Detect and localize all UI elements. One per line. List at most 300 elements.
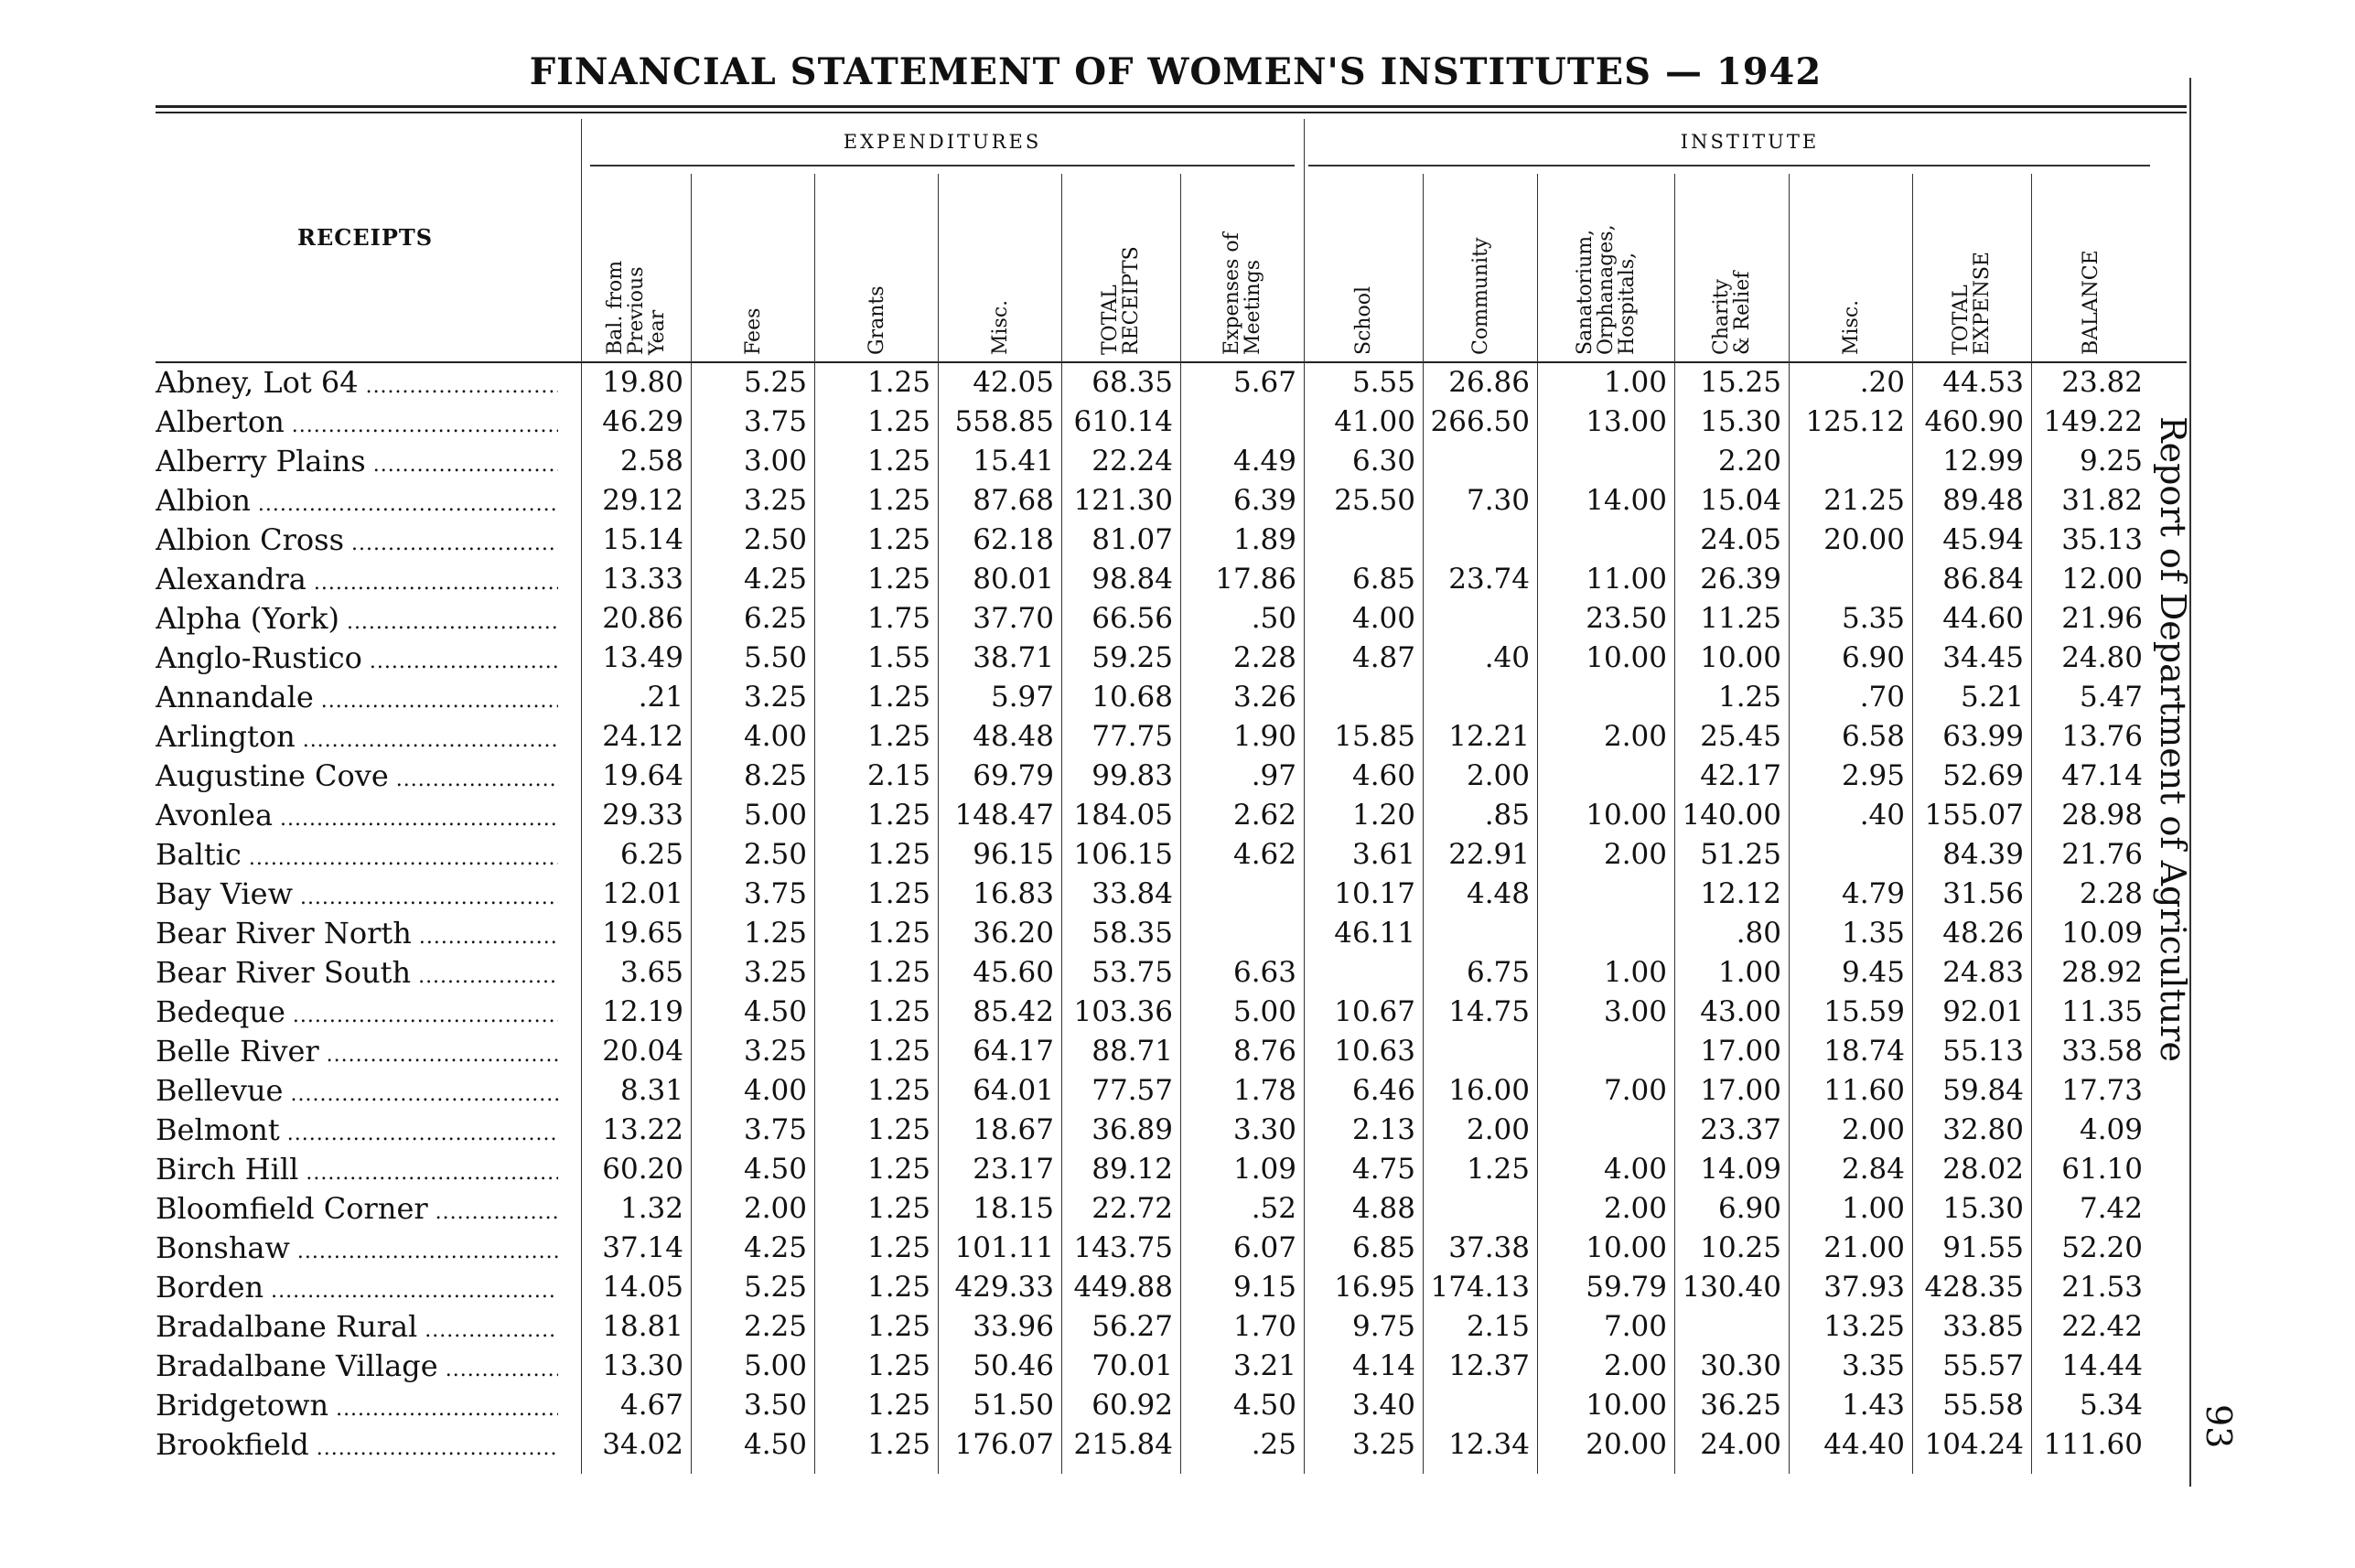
table-cell bbox=[1423, 1386, 1530, 1425]
table-cell: 1.25 bbox=[866, 720, 930, 753]
table-cell: 46.11 bbox=[1334, 917, 1415, 950]
table-cell: 16.95 bbox=[1334, 1271, 1415, 1304]
table-cell: 15.85 bbox=[1334, 720, 1415, 753]
table-cell: .52 bbox=[1251, 1192, 1296, 1225]
table-cell: .25 bbox=[1251, 1428, 1296, 1461]
table-cell: 5.21 bbox=[1960, 681, 2024, 714]
table-cell: 1.25 bbox=[866, 1389, 930, 1422]
table-cell: 80.01 bbox=[973, 563, 1054, 596]
table-cell: 70.01 bbox=[1091, 1349, 1173, 1382]
table-cell: 26.39 bbox=[1700, 563, 1781, 596]
table-cell: .70 bbox=[1859, 681, 1905, 714]
table-cell: 41.00 bbox=[1334, 405, 1415, 438]
table-cell: 45.94 bbox=[1942, 523, 2024, 556]
table-cell: 25.45 bbox=[1700, 720, 1781, 753]
table-cell: 14.44 bbox=[2061, 1349, 2143, 1382]
table-cell: 13.33 bbox=[602, 563, 683, 596]
table-cell: 4.25 bbox=[743, 563, 807, 596]
table-cell: 5.97 bbox=[990, 681, 1054, 714]
table-cell: 66.56 bbox=[1091, 602, 1173, 635]
table-cell: 1.43 bbox=[1841, 1389, 1905, 1422]
table-cell: 1.78 bbox=[1232, 1074, 1296, 1107]
table-cell: 15.41 bbox=[973, 445, 1054, 478]
table-cell: 1.00 bbox=[1841, 1192, 1905, 1225]
table-cell: 1.25 bbox=[866, 838, 930, 871]
table-cell: 15.14 bbox=[602, 523, 683, 556]
row-name: Alpha (York) ..... bbox=[156, 599, 558, 639]
table-cell bbox=[1537, 678, 1667, 717]
table-cell: 12.37 bbox=[1448, 1349, 1530, 1382]
table-cell bbox=[1537, 757, 1667, 796]
table-cell: 23.17 bbox=[973, 1153, 1054, 1186]
table-cell: 12.01 bbox=[602, 877, 683, 910]
table-cell: 1.25 bbox=[866, 523, 930, 556]
table-cell: 55.57 bbox=[1942, 1349, 2024, 1382]
table-cell: 2.28 bbox=[2079, 877, 2143, 910]
table-cell: 2.84 bbox=[1841, 1153, 1905, 1186]
table-cell: 13.00 bbox=[1586, 405, 1667, 438]
table-cell: 143.75 bbox=[1073, 1231, 1173, 1264]
table-cell: 11.00 bbox=[1586, 563, 1667, 596]
table-cell: 6.46 bbox=[1351, 1074, 1415, 1107]
table-cell: 21.96 bbox=[2061, 602, 2143, 635]
table-cell: 17.00 bbox=[1700, 1074, 1781, 1107]
table-cell: 140.00 bbox=[1682, 799, 1781, 832]
table-cell bbox=[1423, 1032, 1530, 1071]
table-cell: 4.62 bbox=[1232, 838, 1296, 871]
table-cell: 4.50 bbox=[743, 1428, 807, 1461]
table-cell: 5.47 bbox=[2079, 681, 2143, 714]
page-title: FINANCIAL STATEMENT OF WOMEN'S INSTITUTES — 1942 bbox=[529, 50, 1823, 93]
row-name: Bear River South ..... bbox=[156, 953, 558, 993]
table-cell bbox=[1423, 521, 1530, 560]
table-cell: 18.74 bbox=[1823, 1035, 1905, 1068]
table-cell: 5.25 bbox=[743, 1271, 807, 1304]
table-cell: 3.25 bbox=[743, 1035, 807, 1068]
table-cell bbox=[1180, 914, 1296, 953]
table-cell: 4.79 bbox=[1841, 877, 1905, 910]
table-cell: .50 bbox=[1251, 602, 1296, 635]
table-cell: 98.84 bbox=[1091, 563, 1173, 596]
table-cell bbox=[1537, 521, 1667, 560]
table-cell: 30.30 bbox=[1700, 1349, 1781, 1382]
table-cell: 1.00 bbox=[1603, 366, 1667, 399]
row-name: Alberton ..... bbox=[156, 403, 558, 442]
table-cell: 8.76 bbox=[1232, 1035, 1296, 1068]
table-cell: 24.80 bbox=[2061, 641, 2143, 674]
row-name: Birch Hill ..... bbox=[156, 1150, 558, 1189]
side-running-title: Report of Department of Agriculture bbox=[2153, 416, 2193, 1062]
table-cell: 37.14 bbox=[602, 1231, 683, 1264]
table-cell bbox=[1180, 403, 1296, 442]
table-cell: 10.00 bbox=[1586, 1231, 1667, 1264]
table-cell: 19.65 bbox=[602, 917, 683, 950]
table-cell: 17.73 bbox=[2061, 1074, 2143, 1107]
table-cell: 50.46 bbox=[973, 1349, 1054, 1382]
table-cell: 1.25 bbox=[866, 1349, 930, 1382]
table-cell: 174.13 bbox=[1430, 1271, 1530, 1304]
table-cell: 22.72 bbox=[1091, 1192, 1173, 1225]
table-cell: 6.90 bbox=[1717, 1192, 1781, 1225]
table-cell: 15.25 bbox=[1700, 366, 1781, 399]
table-cell: 2.15 bbox=[1466, 1310, 1530, 1343]
table-cell: 1.25 bbox=[866, 484, 930, 517]
table-cell: 12.12 bbox=[1700, 877, 1781, 910]
table-cell: 1.25 bbox=[866, 1271, 930, 1304]
table-cell: 37.93 bbox=[1823, 1271, 1905, 1304]
table-cell: 59.79 bbox=[1586, 1271, 1667, 1304]
table-cell: 20.00 bbox=[1823, 523, 1905, 556]
table-cell: 176.07 bbox=[954, 1428, 1054, 1461]
table-cell: 99.83 bbox=[1091, 759, 1173, 792]
table-cell: 92.01 bbox=[1942, 995, 2024, 1028]
table-cell: 16.00 bbox=[1448, 1074, 1530, 1107]
table-cell: 6.25 bbox=[743, 602, 807, 635]
table-cell: 1.25 bbox=[1466, 1153, 1530, 1186]
table-cell: 89.48 bbox=[1942, 484, 2024, 517]
table-cell: 60.92 bbox=[1091, 1389, 1173, 1422]
table-cell: 64.01 bbox=[973, 1074, 1054, 1107]
top-rule bbox=[156, 105, 2187, 108]
table-cell: 2.00 bbox=[1466, 1113, 1530, 1146]
table-cell: 11.25 bbox=[1700, 602, 1781, 635]
table-cell: 3.65 bbox=[619, 956, 683, 989]
table-cell: 3.75 bbox=[743, 877, 807, 910]
table-cell: 86.84 bbox=[1942, 563, 2024, 596]
table-cell: 1.25 bbox=[866, 917, 930, 950]
table-cell: 37.38 bbox=[1448, 1231, 1530, 1264]
table-cell bbox=[1537, 1032, 1667, 1071]
table-cell: 1.25 bbox=[866, 1153, 930, 1186]
page-number: 93 bbox=[2199, 1404, 2239, 1449]
table-cell: 59.25 bbox=[1091, 641, 1173, 674]
table-cell: 37.70 bbox=[973, 602, 1054, 635]
table-cell: 10.00 bbox=[1586, 799, 1667, 832]
table-cell: 4.14 bbox=[1351, 1349, 1415, 1382]
table-cell: 2.62 bbox=[1232, 799, 1296, 832]
table-cell: 96.15 bbox=[973, 838, 1054, 871]
table-cell: 53.75 bbox=[1091, 956, 1173, 989]
table-cell: .97 bbox=[1251, 759, 1296, 792]
group-institute: INSTITUTE bbox=[1680, 131, 1820, 153]
table-cell: 7.42 bbox=[2079, 1192, 2143, 1225]
table-cell: 20.04 bbox=[602, 1035, 683, 1068]
table-cell: 7.00 bbox=[1603, 1310, 1667, 1343]
table-cell: 44.60 bbox=[1942, 602, 2024, 635]
row-name: Albion ..... bbox=[156, 481, 558, 521]
table-cell: 2.50 bbox=[743, 838, 807, 871]
table-cell: 21.00 bbox=[1823, 1231, 1905, 1264]
table-cell: 184.05 bbox=[1073, 799, 1173, 832]
table-cell: 1.00 bbox=[1717, 956, 1781, 989]
table-cell: 12.21 bbox=[1448, 720, 1530, 753]
table-cell: 1.25 bbox=[866, 1310, 930, 1343]
table-cell: 3.35 bbox=[1841, 1349, 1905, 1382]
table-cell: 10.00 bbox=[1700, 641, 1781, 674]
table-cell: 85.42 bbox=[973, 995, 1054, 1028]
table-cell: 19.64 bbox=[602, 759, 683, 792]
table-cell: 14.05 bbox=[602, 1271, 683, 1304]
table-cell: 33.85 bbox=[1942, 1310, 2024, 1343]
table-cell: 33.58 bbox=[2061, 1035, 2143, 1068]
table-cell: 33.96 bbox=[973, 1310, 1054, 1343]
table-cell: 91.55 bbox=[1942, 1231, 2024, 1264]
table-cell bbox=[1304, 521, 1415, 560]
table-cell: 59.84 bbox=[1942, 1074, 2024, 1107]
table-cell: 10.00 bbox=[1586, 1389, 1667, 1422]
table-cell: 2.00 bbox=[1603, 838, 1667, 871]
table-cell: 32.80 bbox=[1942, 1113, 2024, 1146]
table-cell bbox=[1423, 914, 1530, 953]
table-cell: 3.61 bbox=[1351, 838, 1415, 871]
table-cell: 3.00 bbox=[1603, 995, 1667, 1028]
row-name: Bonshaw ..... bbox=[156, 1229, 558, 1268]
table-cell: 13.76 bbox=[2061, 720, 2143, 753]
table-cell: 1.25 bbox=[866, 1428, 930, 1461]
table-cell: 1.75 bbox=[866, 602, 930, 635]
table-cell: 4.50 bbox=[743, 1153, 807, 1186]
table-cell: 12.34 bbox=[1448, 1428, 1530, 1461]
table-cell: 2.00 bbox=[1603, 1192, 1667, 1225]
table-cell: 31.56 bbox=[1942, 877, 2024, 910]
table-cell bbox=[1180, 875, 1296, 914]
table-cell: 35.13 bbox=[2061, 523, 2143, 556]
table-cell: 3.25 bbox=[743, 681, 807, 714]
table-cell: 81.07 bbox=[1091, 523, 1173, 556]
table-cell: 38.71 bbox=[973, 641, 1054, 674]
table-cell bbox=[1423, 442, 1530, 481]
table-cell: 111.60 bbox=[2043, 1428, 2143, 1461]
table-cell: 5.35 bbox=[1841, 602, 1905, 635]
table-cell: 36.89 bbox=[1091, 1113, 1173, 1146]
table-cell: 558.85 bbox=[954, 405, 1054, 438]
table-cell: 215.84 bbox=[1073, 1428, 1173, 1461]
table-cell: 69.79 bbox=[973, 759, 1054, 792]
table-cell: 88.71 bbox=[1091, 1035, 1173, 1068]
column-header: Community bbox=[1468, 237, 1491, 355]
table-cell: 6.85 bbox=[1351, 1231, 1415, 1264]
row-name: Anglo-Rustico ..... bbox=[156, 639, 558, 678]
column-header: Fees bbox=[741, 307, 764, 355]
table-cell: 4.75 bbox=[1351, 1153, 1415, 1186]
table-cell: 10.00 bbox=[1586, 641, 1667, 674]
table-cell: 19.80 bbox=[602, 366, 683, 399]
group-expenditures: EXPENDITURES bbox=[843, 131, 1042, 153]
table-cell: 4.67 bbox=[619, 1389, 683, 1422]
table-cell: 16.83 bbox=[973, 877, 1054, 910]
row-name: Bear River North ..... bbox=[156, 914, 558, 953]
table-cell: 25.50 bbox=[1334, 484, 1415, 517]
table-cell: .40 bbox=[1859, 799, 1905, 832]
table-cell: 24.00 bbox=[1700, 1428, 1781, 1461]
table-cell: 61.10 bbox=[2061, 1153, 2143, 1186]
table-cell: 4.00 bbox=[743, 720, 807, 753]
table-cell: 6.07 bbox=[1232, 1231, 1296, 1264]
table-cell: 12.19 bbox=[602, 995, 683, 1028]
table-cell: 2.13 bbox=[1351, 1113, 1415, 1146]
table-cell: 5.00 bbox=[743, 799, 807, 832]
table-cell: 9.15 bbox=[1232, 1271, 1296, 1304]
table-cell: 89.12 bbox=[1091, 1153, 1173, 1186]
table-cell: 55.58 bbox=[1942, 1389, 2024, 1422]
table-cell: 5.00 bbox=[743, 1349, 807, 1382]
table-cell: 1.25 bbox=[866, 681, 930, 714]
table-cell: 4.49 bbox=[1232, 445, 1296, 478]
table-cell: 34.45 bbox=[1942, 641, 2024, 674]
table-cell bbox=[1537, 875, 1667, 914]
table-cell: 1.25 bbox=[866, 799, 930, 832]
table-cell: 1.09 bbox=[1232, 1153, 1296, 1186]
table-cell: 58.35 bbox=[1091, 917, 1173, 950]
table-cell: 14.75 bbox=[1448, 995, 1530, 1028]
table-cell: 28.02 bbox=[1942, 1153, 2024, 1186]
table-cell: 46.29 bbox=[602, 405, 683, 438]
table-cell: 2.20 bbox=[1717, 445, 1781, 478]
table-cell: 2.28 bbox=[1232, 641, 1296, 674]
table-cell: 9.45 bbox=[1841, 956, 1905, 989]
table-cell: 429.33 bbox=[954, 1271, 1054, 1304]
table-cell: 56.27 bbox=[1091, 1310, 1173, 1343]
table-cell bbox=[1537, 1111, 1667, 1150]
column-header: Misc. bbox=[988, 299, 1011, 355]
table-cell: 3.25 bbox=[1351, 1428, 1415, 1461]
table-cell: 2.00 bbox=[1466, 759, 1530, 792]
table-cell: 13.25 bbox=[1823, 1310, 1905, 1343]
column-header: Expenses of Meetings bbox=[1220, 232, 1264, 355]
table-cell: 13.22 bbox=[602, 1113, 683, 1146]
table-cell: 77.57 bbox=[1091, 1074, 1173, 1107]
table-cell: 51.25 bbox=[1700, 838, 1781, 871]
table-cell: 4.00 bbox=[743, 1074, 807, 1107]
table-cell: 23.74 bbox=[1448, 563, 1530, 596]
table-cell: 36.25 bbox=[1700, 1389, 1781, 1422]
table-cell: 104.24 bbox=[1924, 1428, 2024, 1461]
table-cell: 2.00 bbox=[1841, 1113, 1905, 1146]
table-cell: 3.21 bbox=[1232, 1349, 1296, 1382]
table-cell: 44.40 bbox=[1823, 1428, 1905, 1461]
column-header: Sanatorium, Orphanages, Hospitals, bbox=[1573, 224, 1639, 355]
table-cell: 17.86 bbox=[1215, 563, 1296, 596]
table-cell: 130.40 bbox=[1682, 1271, 1781, 1304]
table-cell: 9.75 bbox=[1351, 1310, 1415, 1343]
table-cell: 428.35 bbox=[1924, 1271, 2024, 1304]
table-cell: 1.25 bbox=[1717, 681, 1781, 714]
table-cell: 125.12 bbox=[1805, 405, 1905, 438]
table-cell: 7.30 bbox=[1466, 484, 1530, 517]
table-cell: 1.25 bbox=[866, 995, 930, 1028]
table-cell bbox=[1789, 835, 1905, 875]
row-name: Borden ..... bbox=[156, 1268, 558, 1307]
row-name: Alexandra ..... bbox=[156, 560, 558, 599]
table-cell bbox=[1423, 1189, 1530, 1229]
table-cell: 6.25 bbox=[619, 838, 683, 871]
table-cell bbox=[1423, 678, 1530, 717]
table-cell: 4.09 bbox=[2079, 1113, 2143, 1146]
table-cell bbox=[1423, 599, 1530, 639]
table-cell: 68.35 bbox=[1091, 366, 1173, 399]
table-cell: 55.13 bbox=[1942, 1035, 2024, 1068]
table-cell: 52.20 bbox=[2061, 1231, 2143, 1264]
table-cell: 11.60 bbox=[1823, 1074, 1905, 1107]
table-cell: 101.11 bbox=[954, 1231, 1054, 1264]
table-cell: 23.37 bbox=[1700, 1113, 1781, 1146]
table-cell: 43.00 bbox=[1700, 995, 1781, 1028]
group-underline-expenditures bbox=[590, 165, 1295, 166]
table-cell: 5.34 bbox=[2079, 1389, 2143, 1422]
row-name: Baltic ..... bbox=[156, 835, 558, 875]
table-cell: 51.50 bbox=[973, 1389, 1054, 1422]
table-cell: 42.05 bbox=[973, 366, 1054, 399]
table-cell: 62.18 bbox=[973, 523, 1054, 556]
row-name: Abney, Lot 64 ..... bbox=[156, 363, 558, 403]
table-cell: 610.14 bbox=[1073, 405, 1173, 438]
table-cell: 10.09 bbox=[2061, 917, 2143, 950]
table-cell: 5.50 bbox=[743, 641, 807, 674]
column-header: TOTAL EXPENSE bbox=[1950, 252, 1994, 355]
row-name: Bellevue ..... bbox=[156, 1071, 558, 1111]
table-cell: 24.83 bbox=[1942, 956, 2024, 989]
table-cell: .21 bbox=[638, 681, 683, 714]
table-cell: 11.35 bbox=[2061, 995, 2143, 1028]
table-cell: 4.50 bbox=[1232, 1389, 1296, 1422]
table-cell: 23.82 bbox=[2061, 366, 2143, 399]
table-cell bbox=[1789, 442, 1905, 481]
table-cell: 28.92 bbox=[2061, 956, 2143, 989]
table-cell: 29.12 bbox=[602, 484, 683, 517]
table-cell: 6.58 bbox=[1841, 720, 1905, 753]
table-cell: 4.00 bbox=[1603, 1153, 1667, 1186]
table-cell: 48.48 bbox=[973, 720, 1054, 753]
table-cell: 2.00 bbox=[1603, 1349, 1667, 1382]
table-cell: 1.25 bbox=[866, 956, 930, 989]
table-cell bbox=[1304, 953, 1415, 993]
table-cell: 5.25 bbox=[743, 366, 807, 399]
row-name: Albion Cross ..... bbox=[156, 521, 558, 560]
table-cell: .80 bbox=[1736, 917, 1781, 950]
table-cell: 9.25 bbox=[2079, 445, 2143, 478]
table-cell: 6.63 bbox=[1232, 956, 1296, 989]
table-cell: 63.99 bbox=[1942, 720, 2024, 753]
table-cell: 4.25 bbox=[743, 1231, 807, 1264]
column-header: Charity & Relief bbox=[1709, 271, 1754, 355]
table-cell: 4.00 bbox=[1351, 602, 1415, 635]
table-cell: 4.48 bbox=[1466, 877, 1530, 910]
row-name: Bradalbane Village ..... bbox=[156, 1347, 558, 1386]
table-cell: 3.00 bbox=[743, 445, 807, 478]
table-cell: 20.00 bbox=[1586, 1428, 1667, 1461]
column-header: TOTAL RECEIPTS bbox=[1099, 246, 1143, 355]
table-cell: 1.25 bbox=[866, 877, 930, 910]
table-cell: 18.15 bbox=[973, 1192, 1054, 1225]
table-cell: 21.25 bbox=[1823, 484, 1905, 517]
table-cell: 17.00 bbox=[1700, 1035, 1781, 1068]
table-cell: 449.88 bbox=[1073, 1271, 1173, 1304]
table-cell: 2.25 bbox=[743, 1310, 807, 1343]
receipts-label: RECEIPTS bbox=[297, 224, 434, 251]
table-cell bbox=[1537, 914, 1667, 953]
table-cell: 22.91 bbox=[1448, 838, 1530, 871]
table-cell: 12.00 bbox=[2061, 563, 2143, 596]
row-name: Alberry Plains ..... bbox=[156, 442, 558, 481]
table-cell: 1.25 bbox=[866, 405, 930, 438]
table-cell: 44.53 bbox=[1942, 366, 2024, 399]
table-cell: 1.00 bbox=[1603, 956, 1667, 989]
row-name: Belmont ..... bbox=[156, 1111, 558, 1150]
column-header: Bal. from Previous Year bbox=[603, 260, 669, 355]
table-cell: 87.68 bbox=[973, 484, 1054, 517]
table-cell: 28.98 bbox=[2061, 799, 2143, 832]
table-cell: 10.17 bbox=[1334, 877, 1415, 910]
